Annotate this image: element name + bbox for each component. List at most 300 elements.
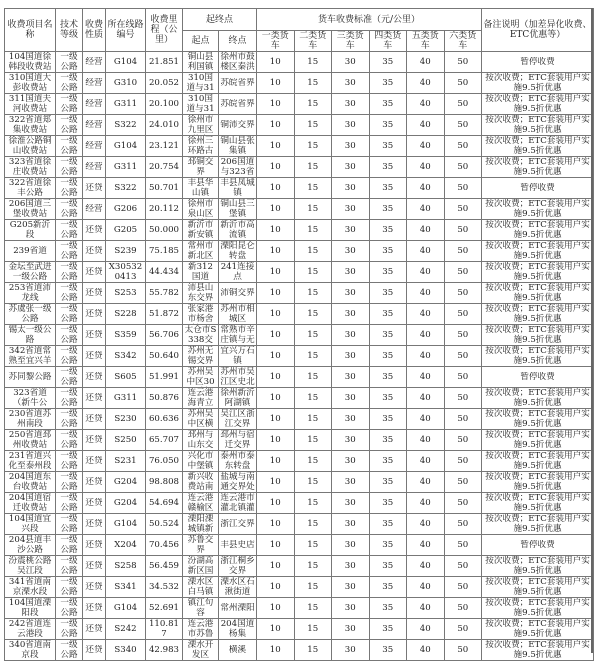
cell-end (219, 52, 257, 73)
cell-rate-class-2: 15 (294, 94, 332, 115)
cell-rate-class-6: 50 (444, 556, 482, 577)
cell-rate-class-4: 35 (369, 220, 407, 241)
cell-start-text: 310国道与31 (186, 73, 215, 93)
cell-end (219, 157, 257, 178)
cell-rate-class-1: 10 (257, 178, 295, 199)
cell-remark (482, 556, 594, 577)
cell-rate-class-2: 15 (294, 556, 332, 577)
cell-end-text: 浙江桐乡交界 (220, 556, 255, 576)
cell-end-text: 吴江区浙江交界 (220, 409, 255, 429)
cell-rate-class-3: 30 (332, 640, 370, 661)
table-row (5, 178, 594, 199)
cell-nature-text: 还贷 (85, 309, 103, 319)
cell-name-text: 104国道宜兴段 (8, 514, 52, 534)
cell-line-code-text: S605 (114, 372, 137, 382)
cell-line-code (106, 409, 146, 430)
cell-rate-class-1: 10 (257, 94, 295, 115)
cell-remark-text: 按次收费；ETC套装用户实施9.5折优惠 (485, 598, 590, 618)
cell-remark-text: 按次收费；ETC套装用户实施9.5折优惠 (485, 388, 590, 408)
cell-nature (83, 514, 106, 535)
cell-tech-grade-text: 一级公路 (60, 262, 78, 282)
cell-nature (83, 598, 106, 619)
cell-remark (482, 136, 594, 157)
cell-tech-grade-text: 一级公路 (60, 451, 78, 471)
cell-line-code (106, 283, 146, 304)
header-mileage: 收费里程（公里） (146, 9, 183, 52)
cell-line-code-text: S242 (114, 624, 137, 634)
cell-end (219, 325, 257, 346)
cell-nature (83, 493, 106, 514)
table-row (5, 430, 594, 451)
cell-mileage-text: 51.872 (148, 309, 180, 319)
cell-tech-grade-text: 一级公路 (60, 388, 78, 408)
cell-line-code-text: S322 (114, 183, 137, 193)
cell-rate-class-3: 30 (332, 451, 370, 472)
header-remark: 备注说明（加差异化收费、ETC优惠等） (482, 9, 594, 52)
cell-remark (482, 94, 594, 115)
table-row (5, 136, 594, 157)
cell-tech-grade-text: 一级公路 (60, 115, 78, 135)
cell-end-text: 泰州市泰东转盘 (220, 451, 255, 471)
cell-start-text: 汾湖高新区国 (187, 556, 214, 576)
cell-rate-class-3: 30 (332, 262, 370, 283)
cell-remark (482, 430, 594, 451)
cell-line-code (106, 388, 146, 409)
cell-line-code (106, 220, 146, 241)
cell-rate-class-5: 40 (407, 598, 445, 619)
cell-rate-class-5: 40 (407, 115, 445, 136)
cell-line-code-text: G104 (113, 519, 138, 529)
cell-line-code-text: S340 (114, 645, 137, 655)
cell-tech-grade (56, 115, 83, 136)
cell-name-text: 250省道邳州收费站 (8, 430, 52, 450)
cell-rate-class-3: 30 (332, 409, 370, 430)
cell-remark (482, 367, 594, 388)
cell-name (5, 157, 56, 178)
cell-remark (482, 220, 594, 241)
cell-remark-text: 按次收费；ETC套装用户实施9.5折优惠 (485, 241, 590, 261)
cell-mileage (146, 430, 183, 451)
cell-tech-grade (56, 388, 83, 409)
cell-mileage-text: 76.050 (148, 456, 180, 466)
cell-end-text: 常州溧阳 (220, 603, 255, 613)
cell-name-text: 苏虞张一级公路 (8, 304, 52, 324)
cell-name (5, 52, 56, 73)
header-class-5: 五类货车 (407, 31, 445, 52)
cell-remark (482, 52, 594, 73)
cell-tech-grade-text: 一级公路 (60, 157, 78, 177)
cell-line-code (106, 367, 146, 388)
cell-name (5, 430, 56, 451)
cell-line-code (106, 598, 146, 619)
cell-nature (83, 472, 106, 493)
cell-end-text: 横溪 (228, 645, 247, 655)
table-row (5, 52, 594, 73)
cell-tech-grade-text: 一级公路 (60, 598, 78, 618)
cell-rate-class-1: 10 (257, 598, 295, 619)
cell-line-code-text: G311 (113, 162, 138, 172)
cell-start-text: 铜山县利国镇 (187, 52, 214, 72)
cell-rate-class-2: 15 (294, 640, 332, 661)
cell-start-text: 兴化市中堡镇 (187, 451, 214, 471)
cell-tech-grade (56, 556, 83, 577)
cell-rate-class-5: 40 (407, 325, 445, 346)
header-end: 终点 (219, 31, 257, 52)
cell-tech-grade-text: 一级公路 (60, 178, 78, 198)
cell-mileage (146, 262, 183, 283)
cell-remark (482, 157, 594, 178)
cell-nature-text: 还贷 (85, 393, 103, 403)
cell-tech-grade-text: 一级公路 (60, 493, 78, 513)
cell-end-text: 苏州市相城区 (220, 304, 255, 324)
cell-start-text: 沛县山东交界 (187, 283, 214, 303)
cell-rate-class-6: 50 (444, 535, 482, 556)
cell-remark (482, 514, 594, 535)
cell-tech-grade (56, 514, 83, 535)
cell-rate-class-5: 40 (407, 304, 445, 325)
cell-nature (83, 136, 106, 157)
cell-rate-class-1: 10 (257, 472, 295, 493)
cell-rate-class-1: 10 (257, 199, 295, 220)
cell-rate-class-6: 50 (444, 199, 482, 220)
cell-line-code-text: G204 (113, 477, 138, 487)
table-row (5, 409, 594, 430)
cell-line-code (106, 262, 146, 283)
cell-name (5, 220, 56, 241)
cell-nature (83, 178, 106, 199)
cell-rate-class-6: 50 (444, 514, 482, 535)
cell-rate-class-5: 40 (407, 262, 445, 283)
cell-tech-grade (56, 136, 83, 157)
cell-name (5, 73, 56, 94)
cell-remark-text: 按次收费；ETC套装用户实施9.5折优惠 (485, 304, 590, 324)
cell-rate-class-6: 50 (444, 409, 482, 430)
cell-remark (482, 640, 594, 661)
cell-end (219, 241, 257, 262)
cell-line-code-text: S359 (114, 330, 137, 340)
cell-rate-class-5: 40 (407, 367, 445, 388)
cell-end (219, 115, 257, 136)
cell-line-code-text: S322 (114, 120, 137, 130)
cell-name-text: 242省道连云港段 (8, 619, 52, 639)
cell-remark (482, 472, 594, 493)
cell-tech-grade-text: 一级公路 (60, 136, 78, 156)
cell-remark-text: 按次收费；ETC套装用户实施9.5折优惠 (485, 73, 590, 93)
cell-tech-grade-text: 一级公路 (60, 430, 78, 450)
cell-rate-class-4: 35 (369, 115, 407, 136)
cell-line-code-text: S231 (114, 456, 137, 466)
cell-rate-class-6: 50 (444, 346, 482, 367)
table-row (5, 367, 594, 388)
cell-start (183, 283, 219, 304)
cell-start (183, 73, 219, 94)
cell-line-code-text: S230 (114, 414, 137, 424)
cell-name-text: 311国道夫河收费站 (8, 94, 52, 114)
cell-end-text: 邳州与宿迁交界 (220, 430, 255, 450)
cell-tech-grade-text: 一级公路 (60, 535, 78, 555)
cell-tech-grade-text: 一级公路 (60, 304, 78, 324)
cell-remark (482, 577, 594, 598)
cell-tech-grade (56, 451, 83, 472)
cell-rate-class-1: 10 (257, 262, 295, 283)
cell-name-text: 310国道大彭收费站 (8, 73, 52, 93)
table-row (5, 94, 594, 115)
cell-rate-class-6: 50 (444, 178, 482, 199)
cell-nature-text: 还贷 (85, 603, 103, 613)
cell-mileage (146, 52, 183, 73)
cell-nature-text: 经营 (85, 78, 103, 88)
cell-rate-class-3: 30 (332, 136, 370, 157)
header-class-2: 二类货车 (294, 31, 332, 52)
cell-tech-grade-text: 一级公路 (60, 619, 78, 639)
cell-line-code-text: G104 (113, 603, 138, 613)
cell-line-code-text: G205 (113, 225, 138, 235)
cell-start-text: 苏鲁交界 (187, 535, 214, 555)
cell-mileage-text: 52.691 (148, 603, 180, 613)
cell-line-code (106, 430, 146, 451)
cell-mileage (146, 367, 183, 388)
cell-end (219, 598, 257, 619)
table-row (5, 199, 594, 220)
cell-rate-class-5: 40 (407, 409, 445, 430)
cell-end (219, 619, 257, 640)
cell-rate-class-1: 10 (257, 535, 295, 556)
cell-start (183, 262, 219, 283)
cell-line-code (106, 619, 146, 640)
cell-mileage-text: 75.185 (148, 246, 180, 256)
cell-rate-class-6: 50 (444, 577, 482, 598)
cell-remark-text: 按次收费；ETC套装用户实施9.5折优惠 (485, 619, 590, 639)
cell-end-text: 沛铜交界 (220, 288, 255, 298)
cell-end-text: 徐州市鼓楼区秦洪 (220, 52, 255, 72)
cell-mileage-text: 42.983 (148, 645, 180, 655)
cell-rate-class-4: 35 (369, 283, 407, 304)
cell-end (219, 493, 257, 514)
cell-rate-class-1: 10 (257, 514, 295, 535)
cell-rate-class-5: 40 (407, 52, 445, 73)
table-row (5, 493, 594, 514)
cell-rate-class-2: 15 (294, 514, 332, 535)
cell-tech-grade-text: 一级公路 (60, 52, 78, 72)
cell-start-text: 邳州与山东交 (187, 430, 214, 450)
cell-end-text: 铜沛交界 (220, 120, 255, 130)
cell-rate-class-6: 50 (444, 283, 482, 304)
cell-name-text: 323省道（新牛公 (12, 388, 48, 408)
cell-mileage-text: 54.694 (148, 498, 180, 508)
cell-rate-class-6: 50 (444, 262, 482, 283)
cell-end-text: 宜兴万石镇 (220, 346, 255, 366)
cell-start (183, 493, 219, 514)
cell-rate-class-1: 10 (257, 52, 295, 73)
cell-rate-class-2: 15 (294, 199, 332, 220)
cell-tech-grade-text: 一级公路 (60, 241, 78, 261)
cell-start-text: 镇江句容 (187, 598, 214, 618)
cell-name-text: 323省道徐庄收费站 (8, 157, 52, 177)
cell-line-code (106, 472, 146, 493)
cell-nature (83, 619, 106, 640)
cell-mileage-text: 23.121 (148, 141, 180, 151)
cell-rate-class-3: 30 (332, 304, 370, 325)
cell-tech-grade (56, 598, 83, 619)
cell-start (183, 598, 219, 619)
cell-rate-class-5: 40 (407, 94, 445, 115)
cell-rate-class-1: 10 (257, 136, 295, 157)
cell-line-code-text: S341 (114, 582, 137, 592)
cell-rate-class-4: 35 (369, 199, 407, 220)
cell-end-text: 苏皖省界 (220, 99, 255, 109)
cell-line-code (106, 535, 146, 556)
cell-end (219, 262, 257, 283)
cell-nature (83, 325, 106, 346)
cell-tech-grade (56, 178, 83, 199)
cell-mileage-text: 98.808 (148, 477, 180, 487)
cell-tech-grade (56, 220, 83, 241)
cell-line-code-text: G311 (113, 99, 138, 109)
cell-remark-text: 按次收费；ETC套装用户实施9.5折优惠 (485, 220, 590, 240)
cell-nature-text: 还贷 (85, 351, 103, 361)
cell-end-text: 溧水区石湫街道 (220, 577, 255, 597)
cell-rate-class-5: 40 (407, 178, 445, 199)
cell-mileage-text: 55.782 (148, 288, 180, 298)
cell-line-code (106, 556, 146, 577)
cell-name (5, 535, 56, 556)
cell-line-code (106, 136, 146, 157)
cell-name-text: 204国道宿迁收费站 (8, 493, 52, 513)
cell-remark-text: 按次收费；ETC套装用户实施9.5折优惠 (485, 514, 590, 534)
cell-tech-grade-text: 一级公路 (60, 199, 78, 219)
cell-start-text: 常州市新北区 (187, 241, 214, 261)
cell-nature-text: 还贷 (85, 561, 103, 571)
cell-tech-grade-text: 一级公路 (60, 514, 78, 534)
cell-tech-grade (56, 619, 83, 640)
cell-rate-class-3: 30 (332, 115, 370, 136)
cell-end (219, 514, 257, 535)
cell-mileage-text: 20.112 (148, 204, 180, 214)
header-nature: 收费性质 (83, 9, 106, 52)
cell-mileage-text: 20.754 (148, 162, 180, 172)
cell-name (5, 136, 56, 157)
cell-start (183, 199, 219, 220)
cell-nature (83, 346, 106, 367)
cell-rate-class-3: 30 (332, 514, 370, 535)
cell-name (5, 346, 56, 367)
cell-line-code-text: G204 (113, 498, 138, 508)
cell-nature-text: 还贷 (85, 582, 103, 592)
cell-remark-text: 暂停收费 (520, 372, 555, 382)
cell-rate-class-4: 35 (369, 493, 407, 514)
cell-mileage-text: 50.876 (148, 393, 180, 403)
cell-name-text: 204国道东台收费站 (8, 472, 52, 492)
cell-mileage (146, 556, 183, 577)
cell-start (183, 346, 219, 367)
cell-start-text: 徐州三环路古 (187, 136, 214, 156)
cell-remark-text: 按次收费；ETC套装用户实施9.5折优惠 (485, 346, 590, 366)
cell-tech-grade-text: 一级公路 (60, 346, 78, 366)
cell-start-text: 丰县华山镇 (187, 178, 214, 198)
cell-nature-text: 还贷 (85, 498, 103, 508)
cell-name (5, 577, 56, 598)
cell-remark-text: 暂停收费 (520, 183, 555, 193)
cell-rate-class-5: 40 (407, 535, 445, 556)
cell-rate-class-1: 10 (257, 304, 295, 325)
cell-tech-grade-text: 一级公路 (60, 556, 78, 576)
cell-mileage (146, 199, 183, 220)
cell-tech-grade (56, 304, 83, 325)
cell-name-text: 锡太一级公路 (8, 325, 52, 345)
cell-rate-class-4: 35 (369, 388, 407, 409)
cell-rate-class-4: 35 (369, 346, 407, 367)
cell-rate-class-6: 50 (444, 493, 482, 514)
cell-end-text: 盐城与南通交界处 (220, 472, 255, 492)
cell-line-code (106, 346, 146, 367)
cell-mileage (146, 451, 183, 472)
cell-rate-class-1: 10 (257, 241, 295, 262)
cell-line-code-text: G311 (113, 393, 138, 403)
cell-nature (83, 52, 106, 73)
cell-nature-text: 还贷 (85, 435, 103, 445)
cell-remark-text: 暂停收费 (520, 57, 555, 67)
cell-rate-class-5: 40 (407, 157, 445, 178)
cell-remark (482, 304, 594, 325)
table-row (5, 472, 594, 493)
cell-name (5, 199, 56, 220)
cell-start-text: 溧水开发区 (187, 640, 214, 660)
cell-start (183, 619, 219, 640)
header-class-3: 三类货车 (332, 31, 370, 52)
cell-end (219, 136, 257, 157)
cell-mileage (146, 283, 183, 304)
cell-rate-class-1: 10 (257, 430, 295, 451)
cell-rate-class-5: 40 (407, 430, 445, 451)
cell-rate-class-4: 35 (369, 304, 407, 325)
cell-rate-class-2: 15 (294, 451, 332, 472)
cell-nature (83, 577, 106, 598)
cell-mileage-text: 56.706 (148, 330, 180, 340)
cell-rate-class-1: 10 (257, 388, 295, 409)
cell-nature (83, 115, 106, 136)
cell-nature (83, 451, 106, 472)
cell-start-text: 苏州无锡交界 (187, 346, 214, 366)
cell-name-text: 104国道徐韩段收费站 (8, 52, 52, 72)
cell-rate-class-1: 10 (257, 220, 295, 241)
cell-name-text: 253省道沛龙线 (8, 283, 52, 303)
cell-rate-class-4: 35 (369, 241, 407, 262)
cell-name (5, 325, 56, 346)
cell-end (219, 199, 257, 220)
cell-rate-class-2: 15 (294, 241, 332, 262)
cell-rate-class-4: 35 (369, 73, 407, 94)
cell-rate-class-3: 30 (332, 577, 370, 598)
cell-remark-text: 按次收费；ETC套装用户实施9.5折优惠 (485, 283, 590, 303)
cell-end (219, 94, 257, 115)
cell-rate-class-2: 15 (294, 535, 332, 556)
cell-rate-class-2: 15 (294, 220, 332, 241)
cell-end-text: 溧阳昆仑转盘 (220, 241, 255, 261)
cell-rate-class-6: 50 (444, 94, 482, 115)
cell-rate-class-1: 10 (257, 577, 295, 598)
cell-start (183, 115, 219, 136)
cell-tech-grade (56, 73, 83, 94)
cell-rate-class-5: 40 (407, 73, 445, 94)
cell-rate-class-3: 30 (332, 493, 370, 514)
cell-line-code-text: G104 (113, 57, 138, 67)
cell-name (5, 493, 56, 514)
cell-mileage (146, 577, 183, 598)
cell-rate-class-4: 35 (369, 514, 407, 535)
cell-remark (482, 262, 594, 283)
header-start: 起点 (183, 31, 219, 52)
cell-tech-grade-text: 一级公路 (60, 94, 78, 114)
